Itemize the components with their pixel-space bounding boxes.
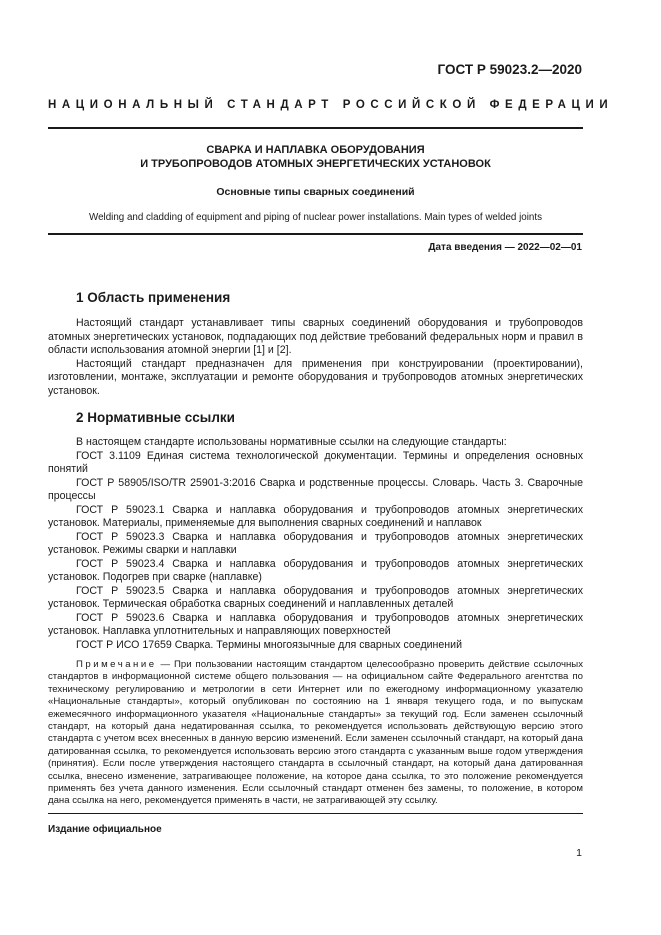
national-standard-banner: НАЦИОНАЛЬНЫЙ СТАНДАРТ РОССИЙСКОЙ ФЕДЕРАЦИИ	[48, 99, 614, 111]
title-line-1: СВАРКА И НАПЛАВКА ОБОРУДОВАНИЯ	[206, 144, 425, 156]
reference-item: ГОСТ Р 59023.1 Сварка и наплавка оборудования и трубопроводов атомных энергетических установок. Материалы, применяемые для выполнения сварных соединений и наплавок	[48, 503, 583, 529]
reference-item: ГОСТ Р 59023.3 Сварка и наплавка оборудования и трубопроводов атомных энергетических установок. Режимы сварки и наплавки	[48, 530, 583, 556]
section-2-intro: В настоящем стандарте использованы нормативные ссылки на следующие стандарты:	[76, 436, 507, 448]
reference-item: ГОСТ Р 59023.5 Сварка и наплавка оборудования и трубопроводов атомных энергетических установок. Термическая обработка сварных соединений и наплавленных деталей	[48, 584, 583, 610]
header-divider	[48, 127, 583, 129]
reference-item: ГОСТ Р 58905/ISO/TR 25901-3:2016 Сварка и родственные процессы. Словарь. Часть 3. Сварочные процессы	[48, 476, 583, 502]
note-block	[48, 659, 583, 808]
note-text: — При пользовании настоящим стандартом целесообразно проверить действие ссылочных стандартов в информационной системе общего пользования — на официальном сайте Федерального агентства по техническому регулированию и метрологии в сети Интернет или по ежегодному информационному указателю «Национальные стандарты», который опубликован по состоянию на 1 января текущего года, и по выпускам ежемесячного информационного указателя «Национальные стандарты» за текущий год. Если заменен ссылочный стандарт, на который дана недатированная ссылка, то рекомендуется использовать действующую версию этого стандарта с учетом всех внесенных в данную версию изменений. Если заменен ссылочный стандарт, на который дана датированная ссылка, то рекомендуется использовать версию этого стандарта с указанным выше годом утверждения (принятия). Если после утверждения настоящего стандарта в ссылочный стандарт, на который дана датированная ссылка, внесено изменение, затрагивающее положение, на которое дана ссылка, то это положение рекомендуется применять без учета данного изменения. Если ссылочный стандарт отменен без замены, то положение, в котором дана ссылка на него, рекомендуется применять в части, не затрагивающей эту ссылку.	[48, 659, 583, 807]
section-1-paragraph-2: Настоящий стандарт предназначен для применения при конструировании (проектировании), изготовлении, монтаже, эксплуатации и ремонте оборудования и трубопроводов атомных энергетических установок.	[48, 357, 583, 397]
section-1-heading: 1 Область применения	[76, 290, 231, 305]
title-line-2: И ТРУБОПРОВОДОВ АТОМНЫХ ЭНЕРГЕТИЧЕСКИХ УСТАНОВОК	[140, 158, 491, 170]
document-code: ГОСТ Р 59023.2—2020	[437, 62, 582, 77]
section-1-body	[48, 317, 583, 398]
reference-item: ГОСТ 3.1109 Единая система технологической документации. Термины и определения основных понятий	[48, 449, 583, 475]
english-title: Welding and cladding of equipment and piping of nuclear power installations. Main types of welded joints	[89, 212, 542, 223]
footer-divider	[48, 813, 583, 814]
reference-item: ГОСТ Р 59023.4 Сварка и наплавка оборудования и трубопроводов атомных энергетических установок. Подогрев при сварке (наплавке)	[48, 557, 583, 583]
reference-item: ГОСТ Р 59023.6 Сварка и наплавка оборудования и трубопроводов атомных энергетических установок. Наплавка уплотнительных и направляющих поверхностей	[48, 611, 583, 637]
section-2-body	[48, 436, 583, 652]
document-subtitle: Основные типы сварных соединений	[216, 186, 415, 198]
title-divider	[48, 233, 583, 235]
page-number: 1	[576, 847, 582, 859]
section-1-paragraph-1: Настоящий стандарт устанавливает типы сварных соединений оборудования и трубопроводов атомных энергетических установок, подпадающих под действие требований федеральных норм и правил в области использования атомной энергии [1] и [2].	[48, 317, 583, 356]
note-label: Примечание	[76, 659, 157, 670]
section-2-heading: 2 Нормативные ссылки	[76, 410, 235, 425]
edition-label: Издание официальное	[48, 824, 162, 835]
reference-item: ГОСТ Р ИСО 17659 Сварка. Термины многоязычные для сварных соединений	[76, 638, 462, 651]
introduction-date: Дата введения — 2022—02—01	[428, 242, 582, 253]
